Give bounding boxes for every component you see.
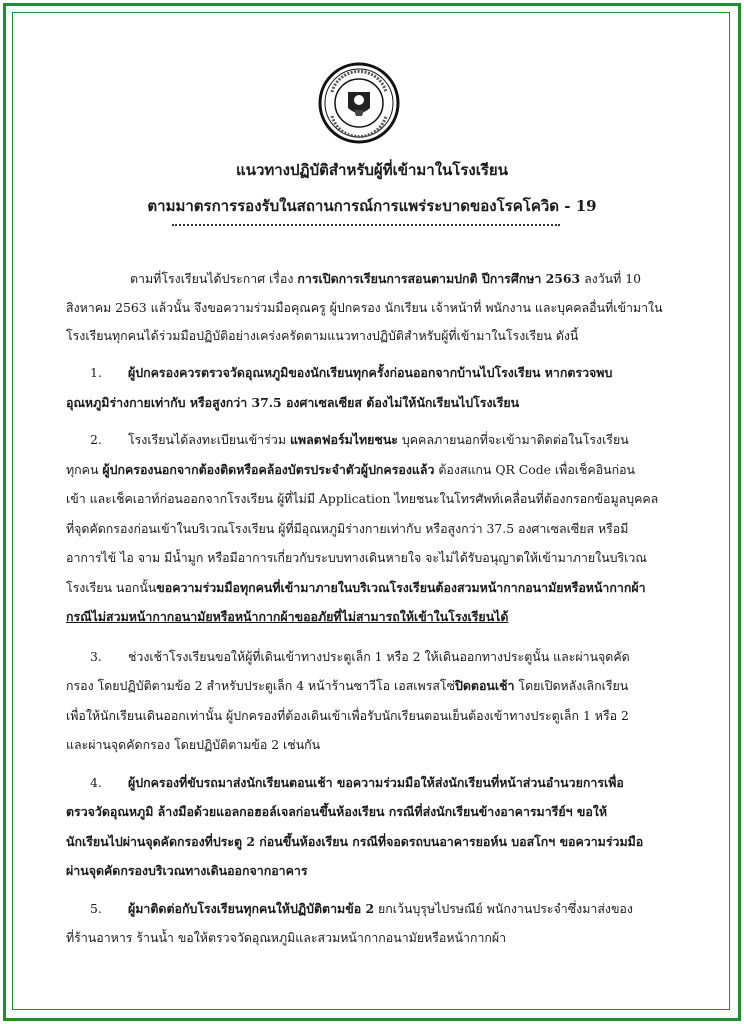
item2-line-5: อาการไข้ ไอ จาม มีน้ำมูก หรือมีอาการเกี่ยวกับระบบทางเดินหายใจ จะไม่ได้รับอนุญาตให้เข้ามาภายในบริเวณ (66, 550, 647, 565)
item4-bold-text: นักเรียนไปผ่านจุดคัดกรองที่ประตู 2 ก่อนขึ้นห้องเรียน กรณีที่จอดรถบนอาคารยอห์น บอสโกฯ ขอความร่วมมือ (66, 834, 644, 849)
item-number: 1. (90, 365, 102, 380)
item4-bold-text: ผู้ปกครองที่ขับรถมาส่งนักเรียนตอนเช้า ขอความร่วมมือให้ส่งนักเรียนที่หน้าส่วนอำนวยการเพื่อ (128, 775, 624, 790)
item1-bold-text: อุณหภูมิร่างกายเท่ากับ หรือสูงกว่า 37.5 องศาเซลเซียส ต้องไม่ให้นักเรียนไปโรงเรียน (66, 395, 520, 410)
item5-bold-text: ผู้มาติดต่อกับโรงเรียนทุกคนให้ปฏิบัติตามข้อ 2 (128, 901, 375, 916)
item3-bold-text: ปิดตอนเช้า (454, 678, 515, 693)
intro-text: ตามที่โรงเรียนได้ประกาศ เรื่อง (130, 271, 298, 286)
document-title-line2: ตามมาตรการรองรับในสถานการณ์การแพร่ระบาดของโรคโควิด - 19 (147, 197, 597, 215)
intro-line-1 (130, 270, 678, 288)
item2-line-6 (66, 579, 678, 597)
item2-text: ทุกคน (66, 462, 103, 477)
item5-text: ยกเว้นบุรุษไปรษณีย์ พนักงานประจำซึ่งมาส่งของ (374, 901, 633, 916)
item2-bold-text: แพลตฟอร์มไทยชนะ (289, 432, 398, 447)
item1-line-2 (66, 394, 678, 412)
item4-line-2 (66, 803, 678, 821)
item-number: 4. (90, 775, 102, 790)
item2-text: ต้องสแกน QR Code เพื่อเช็คอินก่อน (434, 462, 636, 477)
item1-bold-text: ผู้ปกครองควรตรวจวัดอุณหภูมิของนักเรียนทุกครั้งก่อนออกจากบ้านไปโรงเรียน หากตรวจพบ (128, 365, 613, 380)
item-number: 5. (90, 901, 102, 916)
item3-line-2 (66, 677, 678, 695)
item5-line-2: ที่ร้านอาหาร ร้านน้ำ ขอให้ตรวจวัดอุณหภูมิและสวมหน้ากากอนามัยหรือหน้ากากผ้า (66, 930, 507, 945)
item2-bold-text: ขอความร่วมมือทุกคนที่เข้ามาภายในบริเวณโรงเรียนต้องสวมหน้ากากอนามัยหรือหน้ากากผ้า (156, 580, 646, 595)
intro-line-2: สิงหาคม 2563 แล้วนั้น จึงขอความร่วมมือคุณครู ผู้ปกครอง นักเรียน เจ้าหน้าที่ พนักงาน และบุคคลอื่นที่เข้ามาใน (66, 300, 663, 315)
item2-line-7 (66, 608, 678, 626)
item2-text: โรงเรียนได้ลงทะเบียนเข้าร่วม (128, 432, 290, 447)
item-number: 3. (90, 649, 102, 664)
item3-text: โดยเปิดหลังเลิกเรียน (514, 678, 629, 693)
item2-line-3: เข้า และเช็คเอาท์ก่อนออกจากโรงเรียน ผู้ที่ไม่มี Application ไทยชนะในโทรศัพท์เคลื่อนที่ต้องกรอกข้อมูลบุคคล (66, 491, 659, 506)
item2-bold-text: ผู้ปกครองนอกจากต้องติดหรือคล้องบัตรประจำตัวผู้ปกครองแล้ว (102, 462, 435, 477)
item4-line-1 (128, 774, 678, 792)
item2-line-2 (66, 461, 678, 479)
item3-text: กรอง โดยปฏิบัติตามข้อ 2 สำหรับประตูเล็ก 4 หน้าร้านซาวีโอ เอสเพรสโซ่ (66, 678, 455, 693)
item4-line-3 (66, 833, 678, 851)
item5-line-1 (128, 900, 678, 918)
intro-text: ลงวันที่ 10 (580, 271, 642, 286)
item4-line-4 (66, 862, 678, 880)
document-title-line1: แนวทางปฏิบัติสำหรับผู้ที่เข้ามาในโรงเรียน (236, 161, 508, 179)
item2-text: โรงเรียน นอกนั้น (66, 580, 157, 595)
item-number: 2. (90, 432, 102, 447)
item3-line-4: และผ่านจุดคัดกรอง โดยปฏิบัติตามข้อ 2 เช่นกัน (66, 737, 321, 752)
item2-line-1 (128, 431, 678, 449)
item2-line-4: ที่จุดคัดกรองก่อนเข้าในบริเวณโรงเรียน ผู้ที่มีอุณหภูมิร่างกายเท่ากับ หรือสูงกว่า 37.5 องศาเซลเซียส หรือมี (66, 521, 629, 536)
item1-line-1 (128, 364, 678, 382)
item4-bold-text: ผ่านจุดคัดกรองบริเวณทางเดินออกจากอาคาร (66, 863, 308, 878)
item2-underlined-text: กรณีไม่สวมหน้ากากอนามัยหรือหน้ากากผ้าขออภัยที่ไม่สามารถให้เข้าในโรงเรียนได้ (66, 609, 509, 624)
intro-line-3: โรงเรียนทุกคนได้ร่วมมือปฏิบัติอย่างเคร่งครัดตามแนวทางปฏิบัติสำหรับผู้ที่เข้ามาในโรงเรียน ดังนี้ (66, 328, 579, 343)
item2-text: บุคคลภายนอกที่จะเข้ามาติดต่อในโรงเรียน (397, 432, 629, 447)
item4-bold-text: ตรวจวัดอุณหภูมิ ล้างมือด้วยแอลกอฮอล์เจลก่อนขึ้นห้องเรียน กรณีที่ส่งนักเรียนข้างอาคารมารีย์ฯ ขอให้ (66, 804, 607, 819)
intro-bold-text: การเปิดการเรียนการสอนตามปกติ ปีการศึกษา 2563 (297, 271, 581, 286)
item3-line-1: ช่วงเช้าโรงเรียนขอให้ผู้ที่เดินเข้าทางประตูเล็ก 1 หรือ 2 ให้เดินออกทางประตูนั้น และผ่านจุดคัด (128, 649, 630, 664)
item3-line-3: เพื่อให้นักเรียนเดินออกเท่านั้น ผู้ปกครองที่ต้องเดินเข้าเพื่อรับนักเรียนตอนเย็นต้องเข้าทางประตูเล็ก 1 หรือ 2 (66, 708, 629, 723)
